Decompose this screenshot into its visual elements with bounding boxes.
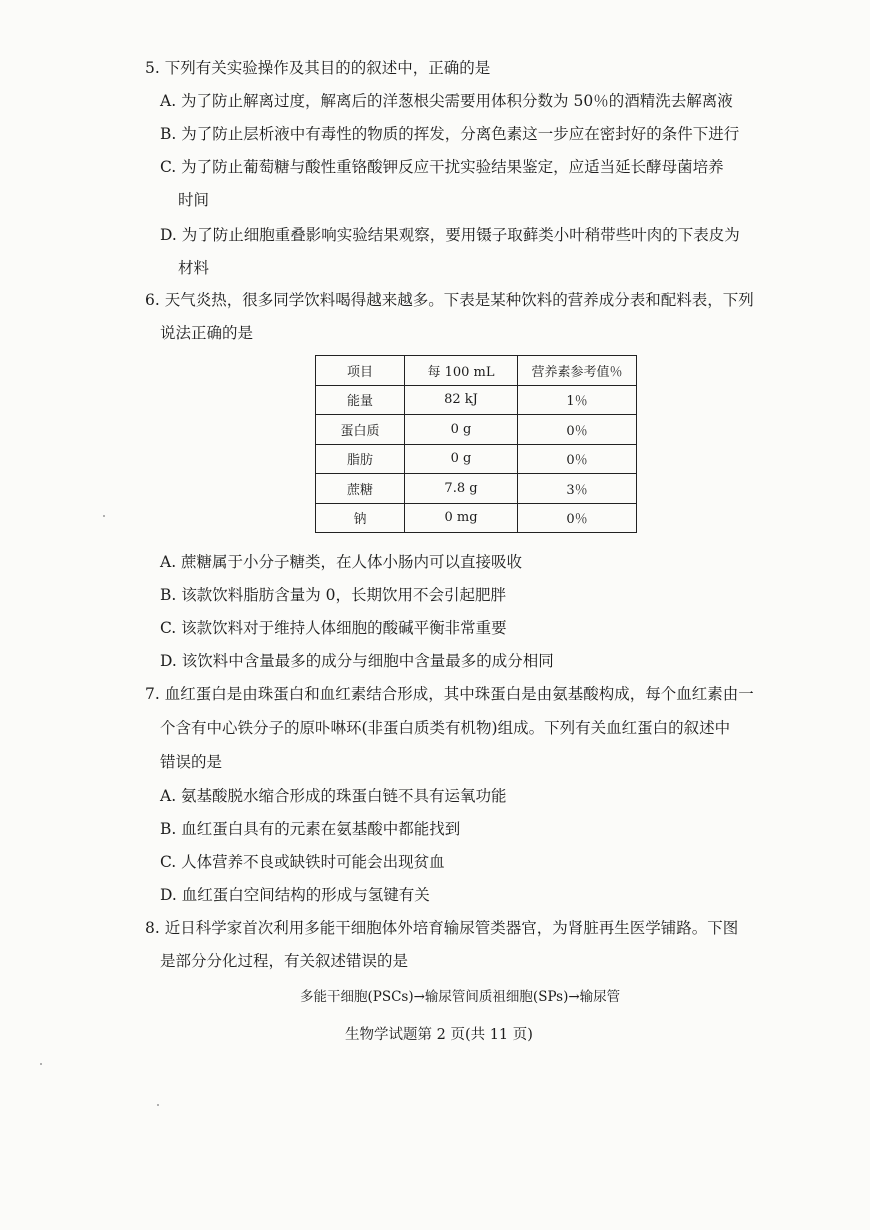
table-cell: 0％ (518, 444, 637, 474)
q7-option-d: D. 血红蛋白空间结构的形成与氢键有关 (160, 886, 430, 904)
table-row (316, 444, 637, 474)
table-cell: 7.8 g (405, 474, 518, 504)
table-cell: 蔗糖 (316, 474, 405, 504)
page-footer: 生物学试题第 2 页(共 11 页) (345, 1027, 533, 1043)
q7-stem: 7. 血红蛋白是由珠蛋白和血红素结合形成，其中珠蛋白是由氨基酸构成，每个血红素由一 (145, 685, 754, 703)
table-cell: 0 mg (405, 503, 518, 533)
q5-option-d-cont: 材料 (178, 259, 210, 277)
q5-option-c: C. 为了防止葡萄糖与酸性重铬酸钾反应干扰实验结果鉴定，应适当延长酵母菌培养 (160, 158, 724, 176)
table-cell: 0 g (405, 415, 518, 445)
q7-option-b: B. 血红蛋白具有的元素在氨基酸中都能找到 (160, 820, 461, 838)
q5-option-a: A. 为了防止解离过度，解离后的洋葱根尖需要用体积分数为 50％的酒精洗去解离液 (160, 92, 733, 110)
scan-speck (40, 1063, 42, 1065)
q7-stem-cont2: 错误的是 (160, 753, 223, 771)
q7-stem-cont: 个含有中心铁分子的原卟啉环(非蛋白质类有机物)组成。下列有关血红蛋白的叙述中 (160, 719, 731, 737)
table-row (316, 385, 637, 415)
q5-option-c-cont: 时间 (178, 191, 210, 209)
q6-option-b: B. 该款饮料脂肪含量为 0，长期饮用不会引起肥胖 (160, 586, 507, 604)
q6-option-a: A. 蔗糖属于小分子糖类，在人体小肠内可以直接吸收 (160, 553, 523, 571)
scan-speck (157, 1104, 159, 1106)
table-cell: 0 g (405, 444, 518, 474)
q8-stem: 8. 近日科学家首次利用多能干细胞体外培育输尿管类器官，为肾脏再生医学铺路。下图 (145, 919, 739, 937)
q6-stem: 6. 天气炎热，很多同学饮料喝得越来越多。下表是某种饮料的营养成分表和配料表，下列 (145, 291, 754, 309)
table-row (316, 415, 637, 445)
scan-speck (103, 515, 105, 517)
q7-option-a: A. 氨基酸脱水缩合形成的珠蛋白链不具有运氧功能 (160, 787, 507, 805)
table-cell: 3％ (518, 474, 637, 504)
table-header-row (316, 356, 637, 386)
differentiation-diagram: 多能干细胞(PSCs)→输尿管间质祖细胞(SPs)→输尿管 (300, 989, 621, 1005)
table-cell: 脂肪 (316, 444, 405, 474)
table-row (316, 474, 637, 504)
q6-stem-cont: 说法正确的是 (160, 324, 254, 342)
table-cell: 蛋白质 (316, 415, 405, 445)
table-header-cell: 每 100 mL (405, 356, 518, 386)
q5-option-d: D. 为了防止细胞重叠影响实验结果观察，要用镊子取藓类小叶稍带些叶肉的下表皮为 (160, 226, 740, 244)
table-row (316, 503, 637, 533)
table-cell: 1％ (518, 385, 637, 415)
q5-option-b: B. 为了防止层析液中有毒性的物质的挥发，分离色素这一步应在密封好的条件下进行 (160, 125, 740, 143)
q6-option-c: C. 该款饮料对于维持人体细胞的酸碱平衡非常重要 (160, 619, 507, 637)
q6-option-d: D. 该饮料中含量最多的成分与细胞中含量最多的成分相同 (160, 652, 554, 670)
q7-option-c: C. 人体营养不良或缺铁时可能会出现贫血 (160, 853, 445, 871)
q8-stem-cont: 是部分分化过程，有关叙述错误的是 (160, 952, 409, 970)
nutrition-table (315, 355, 637, 533)
table-cell: 0％ (518, 503, 637, 533)
table-header-cell: 营养素参考值％ (518, 356, 637, 386)
table-cell: 0％ (518, 415, 637, 445)
table-cell: 能量 (316, 385, 405, 415)
table-cell: 82 kJ (405, 385, 518, 415)
table-cell: 钠 (316, 503, 405, 533)
table-header-cell: 项目 (316, 356, 405, 386)
q5-stem: 5. 下列有关实验操作及其目的的叙述中，正确的是 (145, 59, 491, 77)
